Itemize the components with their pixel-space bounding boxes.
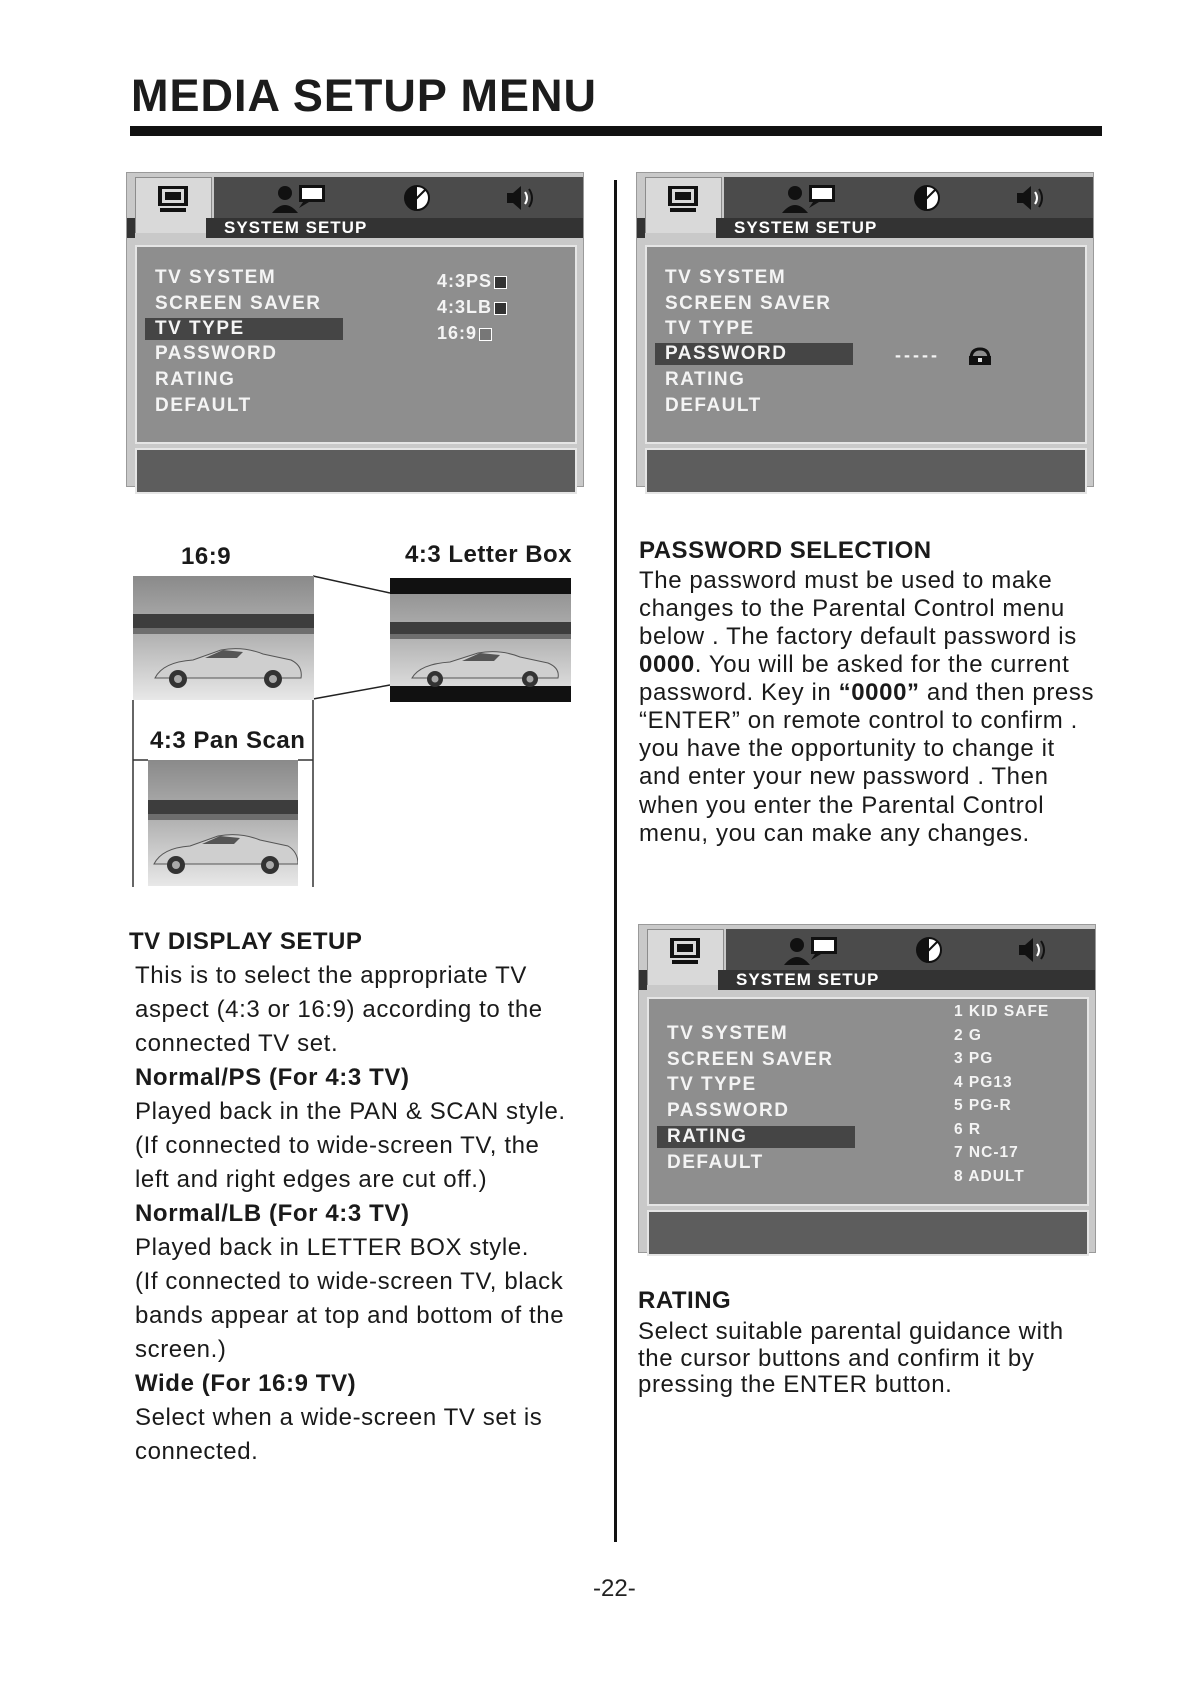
menu-item-default[interactable]: DEFAULT xyxy=(665,395,762,416)
password-text-9: when you enter the Parental Control xyxy=(639,792,1045,819)
tv-display-intro-1: This is to select the appropriate TV xyxy=(135,962,528,989)
osd-title: SYSTEM SETUP xyxy=(206,218,583,238)
menu-item-password[interactable]: PASSWORD xyxy=(155,343,278,364)
tv-display-intro-3: connected TV set. xyxy=(135,1030,339,1057)
label-4-3-letterbox: 4:3 Letter Box xyxy=(405,541,573,568)
normal-lb-heading: Normal/LB (For 4:3 TV) xyxy=(135,1200,410,1227)
menu-item-tv-system[interactable]: TV SYSTEM xyxy=(667,1023,789,1044)
option-label: 4:3PS xyxy=(437,271,493,291)
password-text-2: changes to the Parental Control menu xyxy=(639,595,1065,622)
menu-item-tv-system[interactable]: TV SYSTEM xyxy=(155,267,277,288)
password-text-7: you have the opportunity to change it xyxy=(639,735,1055,762)
car-image-16-9 xyxy=(133,576,314,700)
password-text-4 xyxy=(639,651,1069,679)
rating-option-1[interactable]: 1 KID SAFE xyxy=(954,1003,1050,1020)
password-text-3: below . The factory default password is xyxy=(639,623,1077,650)
password-text-5-post: and then press xyxy=(919,679,1095,706)
menu-item-default[interactable]: DEFAULT xyxy=(667,1152,764,1173)
wide-heading: Wide (For 16:9 TV) xyxy=(135,1370,357,1397)
menu-item-screen-saver[interactable]: SCREEN SAVER xyxy=(667,1049,834,1070)
page-number: -22- xyxy=(593,1575,636,1602)
option-label: 4:3LB xyxy=(437,297,493,317)
rating-text-3: pressing the ENTER button. xyxy=(638,1371,953,1398)
menu-item-tv-type[interactable]: TV TYPE xyxy=(665,318,755,339)
rating-option-7[interactable]: 7 NC-17 xyxy=(954,1144,1019,1161)
rating-text-2: the cursor buttons and confirm it by xyxy=(638,1345,1035,1372)
rating-text-1: Select suitable parental guidance with xyxy=(638,1318,1064,1345)
user-icon[interactable] xyxy=(781,935,841,965)
menu-item-screen-saver[interactable]: SCREEN SAVER xyxy=(155,293,322,314)
password-text-8: and enter your new password . Then xyxy=(639,763,1049,790)
tab-strip xyxy=(726,929,1095,974)
speaker-icon[interactable] xyxy=(1016,935,1050,965)
menu-item-default[interactable]: DEFAULT xyxy=(155,395,252,416)
rating-option-2[interactable]: 2 G xyxy=(954,1027,982,1044)
password-heading: PASSWORD SELECTION xyxy=(639,537,932,564)
rating-option-8[interactable]: 8 ADULT xyxy=(954,1168,1025,1185)
normal-lb-text-1: Played back in LETTER BOX style. xyxy=(135,1234,530,1261)
normal-lb-text-2: (If connected to wide-screen TV, black xyxy=(135,1268,564,1295)
password-mask: ----- xyxy=(895,345,940,365)
normal-ps-text-1: Played back in the PAN & SCAN style. xyxy=(135,1098,566,1125)
wide-text-1: Select when a wide-screen TV set is xyxy=(135,1404,543,1431)
label-4-3-panscan: 4:3 Pan Scan xyxy=(150,727,306,754)
osd-title: SYSTEM SETUP xyxy=(716,218,1093,238)
wide-text-2: connected. xyxy=(135,1438,259,1465)
page-title: MEDIA SETUP MENU xyxy=(131,70,598,121)
monitor-icon xyxy=(668,936,702,966)
menu-item-rating[interactable]: RATING xyxy=(155,369,236,390)
rating-option-5[interactable]: 5 PG-R xyxy=(954,1097,1012,1114)
rating-option-4[interactable]: 4 PG13 xyxy=(954,1074,1013,1091)
tab-system[interactable] xyxy=(647,929,724,985)
title-bar-edge xyxy=(639,970,647,990)
rating-option-3[interactable]: 3 PG xyxy=(954,1050,994,1067)
menu-item-tv-type-selected[interactable]: TV TYPE xyxy=(145,318,343,340)
normal-lb-text-3: bands appear at top and bottom of the xyxy=(135,1302,565,1329)
osd-status-bar xyxy=(647,1210,1089,1256)
menu-item-rating-selected[interactable]: RATING xyxy=(657,1126,855,1148)
tv-display-intro-2: aspect (4:3 or 16:9) according to the xyxy=(135,996,543,1023)
default-password: 0000 xyxy=(639,651,695,678)
osd-title: SYSTEM SETUP xyxy=(718,970,1095,990)
picture-icon[interactable] xyxy=(912,935,946,965)
password-text-5 xyxy=(639,679,1094,707)
password-text-6: “ENTER” on remote control to confirm . xyxy=(639,707,1078,734)
rating-heading: RATING xyxy=(638,1287,732,1314)
normal-ps-heading: Normal/PS (For 4:3 TV) xyxy=(135,1064,410,1091)
menu-item-password-selected[interactable]: PASSWORD xyxy=(655,343,853,365)
normal-lb-text-4: screen.) xyxy=(135,1336,227,1363)
car-image-panscan xyxy=(148,760,298,886)
password-text-10: menu, you can make any changes. xyxy=(639,820,1030,847)
osd-panel-rating xyxy=(638,924,1096,1253)
password-key-code: “0000” xyxy=(838,679,920,706)
password-text-4-rest: . You will be asked for the current xyxy=(694,651,1070,678)
osd-menu-body xyxy=(647,997,1089,1206)
normal-ps-text-3: left and right edges are cut off.) xyxy=(135,1166,488,1193)
menu-item-tv-type[interactable]: TV TYPE xyxy=(667,1074,757,1095)
tv-display-heading: TV DISPLAY SETUP xyxy=(129,928,363,955)
rating-option-6[interactable]: 6 R xyxy=(954,1121,982,1138)
normal-ps-text-2: (If connected to wide-screen TV, the xyxy=(135,1132,540,1159)
menu-item-tv-system[interactable]: TV SYSTEM xyxy=(665,267,787,288)
option-label: 16:9 xyxy=(437,323,478,343)
label-16-9: 16:9 xyxy=(181,543,232,570)
menu-item-rating[interactable]: RATING xyxy=(665,369,746,390)
menu-item-password[interactable]: PASSWORD xyxy=(667,1100,790,1121)
car-image-letterbox xyxy=(390,578,571,702)
password-text-5-pre: password. Key in xyxy=(639,679,839,706)
menu-item-screen-saver[interactable]: SCREEN SAVER xyxy=(665,293,832,314)
password-text-1: The password must be used to make xyxy=(639,567,1053,594)
